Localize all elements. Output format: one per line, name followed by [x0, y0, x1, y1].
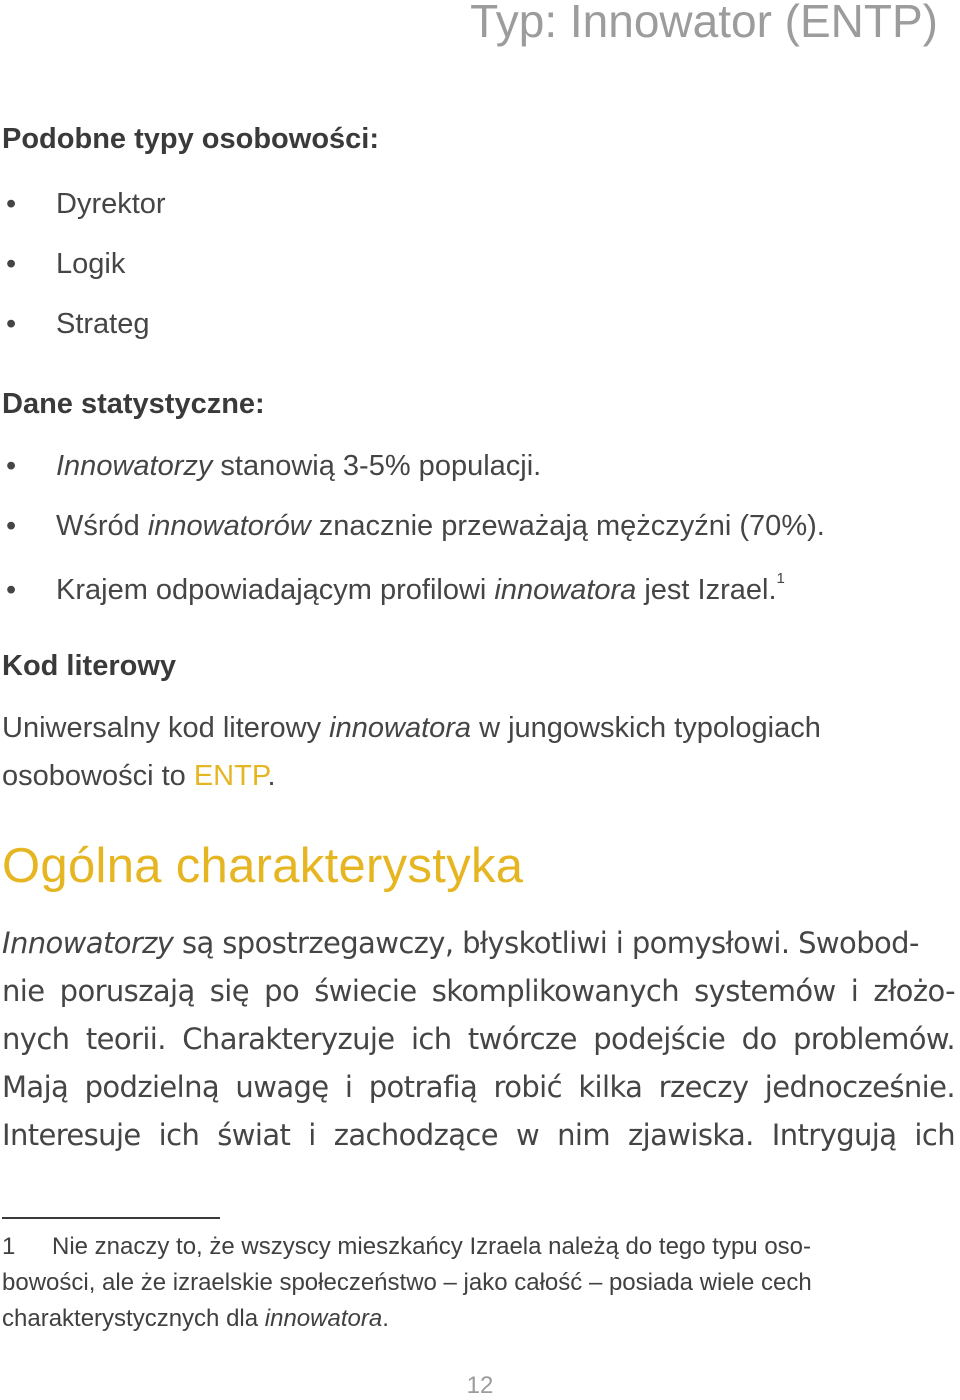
- list-item: • Logik: [6, 248, 126, 280]
- footnote-line: 1 Nie znaczy to, że wszyscy mieszkańcy Izraela należą do tego typu oso-: [2, 1233, 811, 1260]
- letter-code-line: Uniwersalny kod literowy innowatora w jungowskich typologiach: [2, 712, 821, 744]
- body-text-line: Mają podzielną uwagę i potrafią robić kilka rzeczy jednocześnie.: [2, 1070, 955, 1104]
- bullet-icon: •: [6, 248, 17, 280]
- body-text-line: nych teorii. Charakteryzuje ich twórcze podejście do problemów.: [2, 1022, 955, 1056]
- similar-types-heading: Podobne typy osobowości:: [2, 123, 380, 155]
- entp-code: ENTP: [193, 760, 268, 792]
- letter-code-line: osobowości to ENTP.: [2, 760, 276, 792]
- bullet-icon: •: [6, 510, 17, 542]
- bullet-icon: •: [6, 308, 17, 340]
- footnote-reference[interactable]: 1: [776, 570, 785, 587]
- list-item: • Krajem odpowiadającym profilowi innowatora jest Izrael.$^1$: [6, 570, 785, 606]
- list-item: • Wśród innowatorów znacznie przeważają mężczyźni (70%).: [6, 510, 825, 542]
- bullet-icon: •: [6, 188, 17, 220]
- body-text-line: Innowatorzy są spostrzegawczy, błyskotliwi i pomysłowi. Swobod-: [2, 926, 919, 960]
- footnote-divider: [2, 1217, 220, 1219]
- list-item: • Dyrektor: [6, 188, 166, 220]
- page-header-title: Typ: Innowator (ENTP): [470, 0, 938, 47]
- list-item: • Innowatorzy stanowią 3-5% populacji.: [6, 450, 542, 482]
- footnote-line: charakterystycznych dla innowatora.: [2, 1305, 389, 1332]
- page-number: 12: [466, 1372, 494, 1399]
- statistics-heading: Dane statystyczne:: [2, 388, 265, 420]
- bullet-icon: •: [6, 450, 17, 482]
- body-text-line: nie poruszają się po świecie skomplikowanych systemów i złożo-: [2, 974, 955, 1008]
- list-item: • Strateg: [6, 308, 150, 340]
- footnote-line: bowości, ale że izraelskie społeczeństwo – jako całość – posiada wiele cech: [2, 1269, 812, 1296]
- footnote-number: 1: [2, 1233, 16, 1260]
- bullet-icon: •: [6, 574, 17, 606]
- general-characteristics-title: Ogólna charakterystyka: [2, 839, 524, 893]
- body-text-line: Interesuje ich świat i zachodzące w nim zjawiska. Intrygują ich: [2, 1118, 955, 1152]
- letter-code-heading: Kod literowy: [2, 650, 177, 682]
